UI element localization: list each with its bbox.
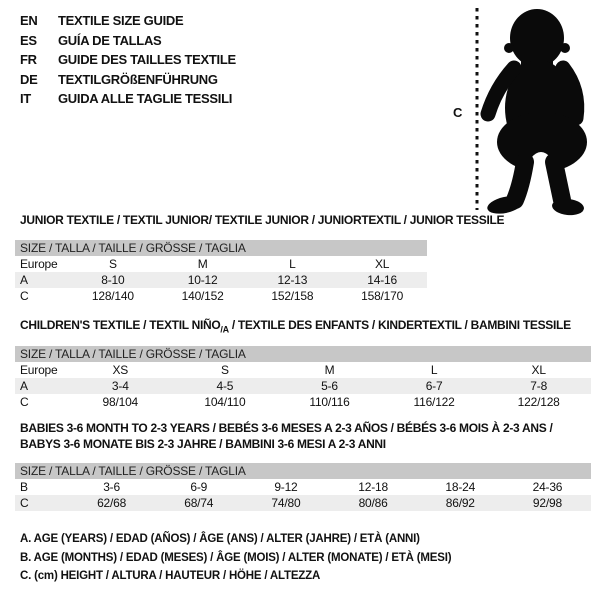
footnote-height-cm: C. (cm) HEIGHT / ALTURA / HAUTEUR / HÖHE / ALTEZZA	[20, 570, 321, 582]
junior-size-table	[15, 240, 427, 304]
language-row-de	[20, 70, 236, 90]
table-cell: 12-18	[358, 480, 388, 494]
children-title-part: CHILDREN'S TEXTILE / TEXTIL NIÑO	[20, 318, 221, 332]
row-label: B	[20, 480, 28, 494]
table-cell: 24-36	[532, 480, 563, 494]
table-cell: 8-10	[101, 273, 125, 287]
language-row-it	[20, 89, 236, 109]
legend-footnotes	[20, 533, 451, 589]
table-cell: 6-9	[190, 480, 208, 494]
row-label: A	[20, 379, 28, 393]
table-cell: L	[430, 363, 438, 377]
table-cell: 80/86	[358, 496, 388, 510]
table-row-age	[15, 272, 427, 288]
table-row-age	[15, 378, 591, 394]
language-row-es	[20, 31, 236, 51]
table-cell: 158/170	[361, 289, 404, 303]
babies-section-title	[20, 421, 552, 452]
table-cell: 116/122	[413, 395, 455, 409]
row-label: C	[20, 289, 29, 303]
children-title-subscript: /A	[220, 324, 229, 335]
language-code: IT	[20, 91, 31, 107]
table-cell: 128/140	[91, 289, 134, 303]
table-cell: 6-7	[425, 379, 443, 393]
language-code: DE	[20, 71, 38, 87]
babies-title-line2: BABYS 3-6 MONATE BIS 2-3 JAHRE / BAMBINI 3-6 MESI A 2-3 ANNI	[20, 436, 386, 451]
baby-silhouette-icon	[455, 4, 600, 216]
table-cell: XL	[374, 257, 390, 271]
table-cell: 140/152	[181, 289, 224, 303]
table-cell: XL	[531, 363, 546, 377]
row-label: C	[20, 496, 29, 510]
guide-title-es: GUÍA DE TALLAS	[58, 32, 162, 48]
guide-title-fr: GUIDE DES TAILLES TEXTILE	[58, 52, 236, 68]
guide-title-de: TEXTILGRÖßENFÜHRUNG	[58, 71, 218, 87]
table-cell: 98/104	[102, 395, 139, 409]
size-bar-heading: SIZE / TALLA / TAILLE / GRÖSSE / TAGLIA	[15, 463, 591, 479]
table-cell: M	[324, 363, 335, 377]
junior-section-title: JUNIOR TEXTILE / TEXTIL JUNIOR/ TEXTILE JUNIOR / JUNIORTEXTIL / JUNIOR TESSILE	[20, 213, 505, 227]
table-cell: 62/68	[97, 496, 127, 510]
table-cell: XS	[112, 363, 129, 377]
table-cell: 10-12	[187, 273, 218, 287]
language-code: ES	[20, 32, 37, 48]
language-row-fr	[20, 50, 236, 70]
table-cell: 3-6	[103, 480, 120, 494]
language-row-en	[20, 11, 236, 31]
children-section-title	[20, 318, 571, 334]
table-cell: S	[108, 257, 117, 271]
table-cell: S	[220, 363, 229, 377]
children-size-table	[15, 346, 591, 410]
table-cell: 104/110	[204, 395, 246, 409]
table-row-months	[15, 479, 591, 495]
table-cell: M	[197, 257, 208, 271]
row-label: Europe	[20, 257, 58, 271]
table-cell: 122/128	[517, 395, 560, 409]
table-cell: 86/92	[445, 496, 475, 510]
table-cell: 68/74	[184, 496, 214, 510]
size-bar-heading: SIZE / TALLA / TAILLE / GRÖSSE / TAGLIA	[15, 346, 591, 362]
table-row-height	[15, 394, 591, 410]
table-cell: 92/98	[532, 496, 562, 510]
table-row-height	[15, 288, 427, 304]
size-bar-heading: SIZE / TALLA / TAILLE / GRÖSSE / TAGLIA	[15, 240, 427, 256]
language-header	[20, 11, 236, 109]
children-title-part: / TEXTILE DES ENFANTS / KINDERTEXTIL / BAMBINI TESSILE	[228, 318, 571, 332]
table-cell: 5-6	[321, 379, 338, 393]
table-cell: 74/80	[271, 496, 301, 510]
row-label: C	[20, 395, 29, 409]
guide-title-en: TEXTILE SIZE GUIDE	[58, 13, 184, 29]
row-label: Europe	[20, 363, 58, 377]
footnote-age-years: A. AGE (YEARS) / EDAD (AÑOS) / ÂGE (ANS) / ALTER (JAHRE) / ETÀ (ANNI)	[20, 533, 420, 545]
table-row-europe	[15, 362, 591, 378]
footnote-age-months: B. AGE (MONTHS) / EDAD (MESES) / ÂGE (MOIS) / ALTER (MONATE) / ETÀ (MESI)	[20, 551, 452, 564]
height-measure-label: C	[453, 105, 463, 120]
table-row-europe	[15, 256, 427, 272]
table-cell: 9-12	[274, 480, 298, 494]
table-row-height	[15, 495, 591, 511]
table-cell: 7-8	[530, 379, 548, 393]
table-cell: 14-16	[367, 273, 397, 287]
language-code: EN	[20, 13, 38, 29]
table-cell: 152/158	[271, 289, 314, 303]
language-code: FR	[20, 52, 37, 68]
guide-title-it: GUIDA ALLE TAGLIE TESSILI	[58, 91, 233, 107]
table-cell: 18-24	[445, 480, 476, 494]
table-cell: L	[289, 257, 296, 271]
table-cell: 4-5	[216, 379, 234, 393]
table-cell: 12-13	[277, 273, 308, 287]
row-label: A	[20, 273, 28, 287]
table-cell: 3-4	[111, 379, 129, 393]
baby-silhouette-figure	[455, 4, 600, 216]
babies-title-line1: BABIES 3-6 MONTH TO 2-3 YEARS / BEBÉS 3-6 MESES A 2-3 AÑOS / BÉBÉS 3-6 MOIS À 2-3 ANS /	[20, 421, 553, 435]
table-cell: 110/116	[309, 395, 350, 409]
babies-size-table	[15, 463, 591, 511]
